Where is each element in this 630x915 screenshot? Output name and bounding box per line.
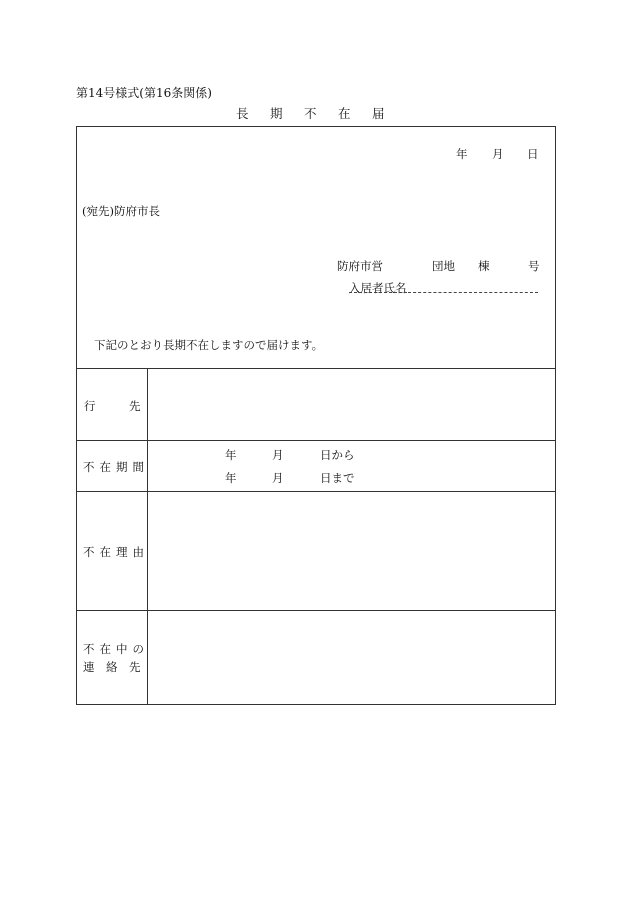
destination-label-char-1: 行 (84, 399, 96, 413)
title-char-4: 在 (338, 106, 351, 121)
row-divider-2 (76, 440, 556, 441)
complex-gou: 号 (528, 259, 540, 273)
contact-label-char-2: 絡 (106, 660, 118, 674)
resident-label-underline (349, 292, 407, 293)
complex-danchi: 団地 (432, 259, 455, 273)
title-char-2: 期 (270, 106, 283, 121)
reason-label: 不在理由 (83, 545, 149, 559)
period-to-suffix: 日まで (320, 471, 355, 485)
form-title (236, 104, 406, 122)
complex-tou: 棟 (478, 259, 490, 273)
resident-name-label: 入居者氏名 (349, 281, 407, 295)
title-char-3: 不 (304, 106, 317, 121)
contact-field[interactable] (148, 611, 555, 704)
reason-field[interactable] (148, 492, 555, 610)
title-char-1: 長 (236, 106, 249, 121)
resident-name-field[interactable] (408, 292, 538, 293)
period-to-month: 月 (272, 471, 284, 485)
date-year: 年 (456, 147, 468, 161)
period-from-suffix: 日から (320, 448, 355, 462)
period-to-year: 年 (225, 471, 237, 485)
title-char-5: 届 (372, 106, 385, 121)
period-from-year: 年 (225, 448, 237, 462)
contact-label-line1: 不在中の (83, 642, 149, 656)
addressee: (宛先)防府市長 (82, 204, 160, 218)
complex-label: 防府市営 (337, 259, 383, 273)
statement: 下記のとおり長期不在しますので届けます。 (94, 338, 324, 352)
form-number: 第14号様式(第16条関係) (76, 86, 212, 100)
destination-field[interactable] (148, 369, 555, 440)
contact-label-char-1: 連 (83, 660, 95, 674)
period-label: 不在期間 (83, 460, 149, 474)
contact-label-char-3: 先 (129, 660, 141, 674)
date-month: 月 (492, 147, 504, 161)
period-from-month: 月 (272, 448, 284, 462)
destination-label-char-2: 先 (129, 399, 141, 413)
date-day: 日 (527, 147, 539, 161)
